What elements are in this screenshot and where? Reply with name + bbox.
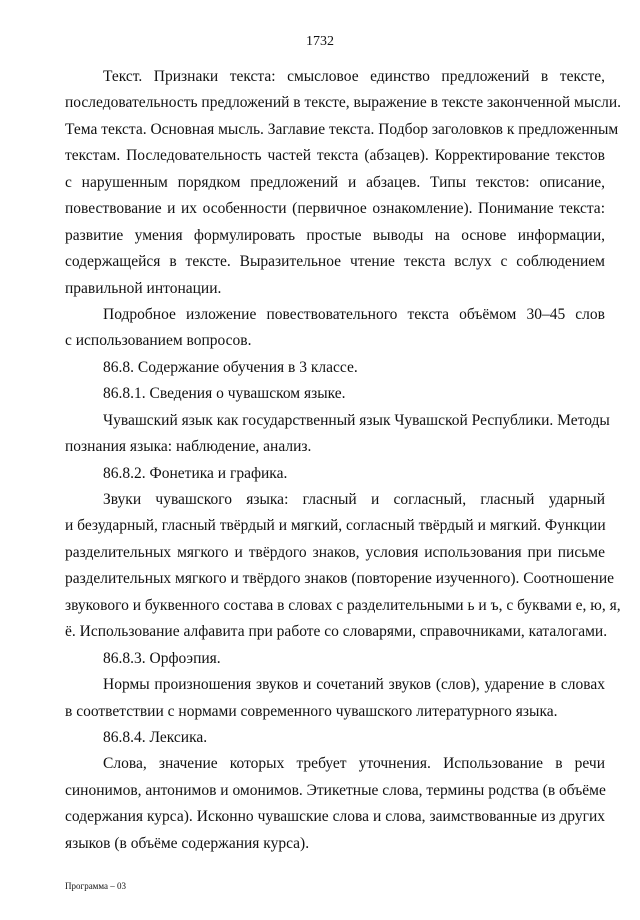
text-line: языков (в объёме содержания курса). xyxy=(65,834,310,852)
text-line: познания языка: наблюдение, анализ. xyxy=(65,438,312,456)
text-line: Текст. Признаки текста: смысловое единство предложений в тексте, xyxy=(103,68,605,85)
paragraph xyxy=(65,751,605,857)
text-line: Подробное изложение повествовательного текста объёмом 30–45 слов xyxy=(103,305,605,323)
text-line: Тема текста. Основная мысль. Заглавие текста. Подбор заголовков к предложенным xyxy=(65,120,619,138)
text-line: и безударный, гласный твёрдый и мягкий, согласный твёрдый и мягкий. Функции xyxy=(65,517,606,535)
section-heading xyxy=(65,461,605,487)
text-line: разделительных мягкого и твёрдого знаков, условия использования при письме xyxy=(65,543,605,561)
page-number: 1732 xyxy=(306,34,334,49)
text-line: Чувашский язык как государственный язык Чувашской Республики. Методы xyxy=(103,411,610,429)
text-line: Слова, значение которых требует уточнения. Использование в речи xyxy=(103,755,605,773)
text-line: Звуки чувашского языка: гласный и согласный, гласный ударный xyxy=(103,491,605,508)
text-line: содержащейся в тексте. Выразительное чтение текста вслух с соблюдением xyxy=(65,253,605,271)
text-line: синонимов, антонимов и омонимов. Этикетные слова, термины родства (в объёме xyxy=(65,781,606,799)
text-line: повествование и их особенности (первичное ознакомление). Понимание текста: xyxy=(65,200,605,218)
paragraph xyxy=(65,487,621,646)
text-line: Нормы произношения звуков и сочетаний звуков (слов), ударение в словах xyxy=(103,676,605,694)
text-line: правильной интонации. xyxy=(65,279,222,297)
text-line: с нарушенным порядком предложений и абзацев. Типы текстов: описание, xyxy=(65,173,605,191)
text-line: звукового и буквенного состава в словах с разделительными ь и ъ, с буквами е, ю, я, xyxy=(65,596,621,614)
text-line: последовательность предложений в тексте, выражение в тексте законченной мысли. xyxy=(65,94,622,112)
page-footer: Программа – 03 xyxy=(65,881,127,891)
section-heading xyxy=(65,725,605,751)
text-line: содержания курса). Исконно чувашские слова и слова, заимствованные из других xyxy=(65,808,605,826)
text-line: с использованием вопросов. xyxy=(65,332,252,350)
text-line: текстам. Последовательность частей текста (абзацев). Корректирование текстов xyxy=(65,147,605,165)
text-line: развитие умения формулировать простые выводы на основе информации, xyxy=(65,226,605,244)
text-line: разделительных мягкого и твёрдого знаков (повторение изученного). Соотношение xyxy=(65,570,615,588)
text-line: 86.8.2. Фонетика и графика. xyxy=(103,464,288,482)
paragraph xyxy=(65,408,610,461)
document-body xyxy=(65,64,622,857)
paragraph xyxy=(65,64,622,302)
text-line: 86.8.1. Сведения о чувашском языке. xyxy=(103,385,346,403)
text-line: 86.8. Содержание обучения в 3 классе. xyxy=(103,358,358,376)
section-heading xyxy=(65,646,605,672)
paragraph xyxy=(65,672,605,725)
text-line: 86.8.3. Орфоэпия. xyxy=(103,649,221,667)
text-line: в соответствии с нормами современного чувашского литературного языка. xyxy=(65,702,558,720)
section-heading xyxy=(65,381,605,407)
section-heading xyxy=(65,355,605,381)
text-line: 86.8.4. Лексика. xyxy=(103,728,208,746)
paragraph xyxy=(65,302,605,355)
text-line: ё. Использование алфавита при работе со словарями, справочниками, каталогами. xyxy=(65,623,608,641)
